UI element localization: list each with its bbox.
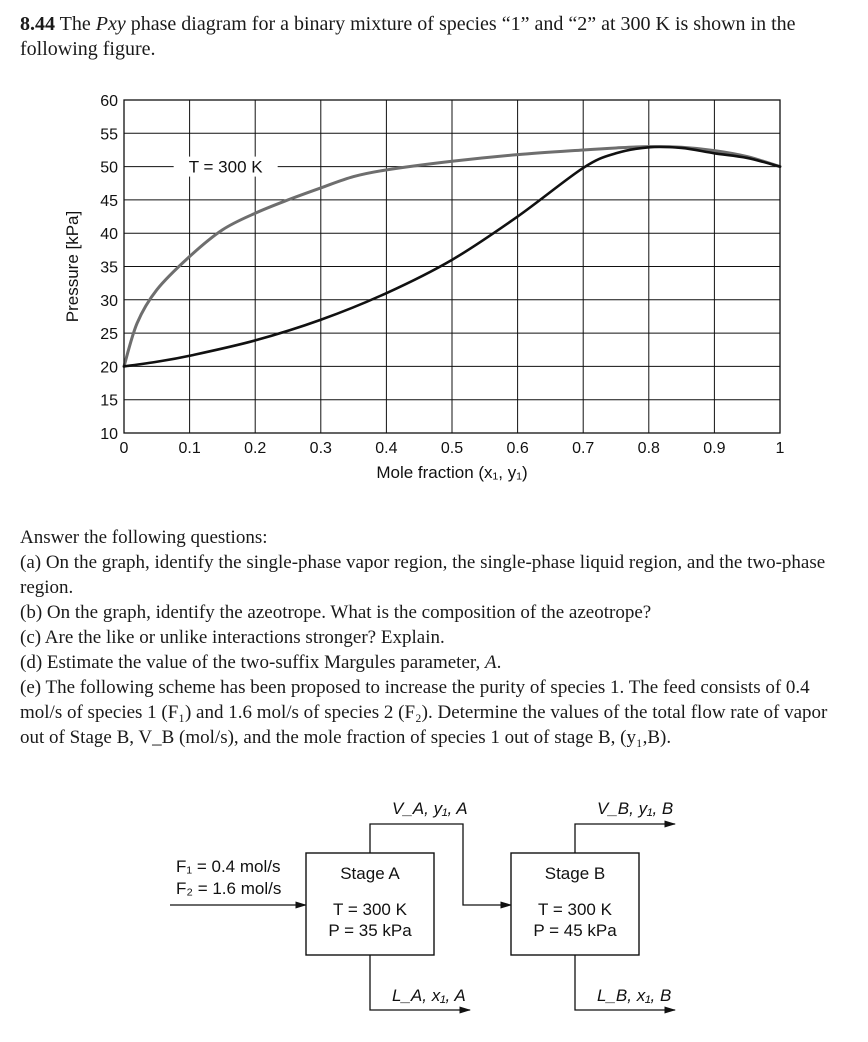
question-c: (c) Are the like or unlike interactions stronger? Explain. [20,627,445,648]
liquid-a-label: L_A, x₁, A [392,986,466,1005]
y-tick-label: 55 [100,126,118,144]
stage-a-temp: T = 300 K [333,900,407,919]
problem-statement [20,12,840,62]
pxy-phase-diagram [0,80,868,580]
vapor-a-label: V_A, y₁, A [392,799,468,818]
problem-text-end: phase diagram for a binary mixture of species “1” and “2” at 300 K is shown in the following figure. [20,13,796,60]
question-b: (b) On the graph, identify the azeotrope. What is the composition of the azeotrope? [20,602,652,623]
questions [20,525,840,750]
feed-f1-label: F₁ = 0.4 mol/s [176,857,281,876]
y-tick-label: 20 [100,359,118,377]
chart-grid [124,100,780,433]
x-tick-label: 1 [775,440,785,457]
vapor-b-stream [575,824,675,853]
stage-b-temp: T = 300 K [538,900,612,919]
x-tick-label: 0.5 [440,440,464,457]
liquid-b-label: L_B, x₁, B [597,986,672,1005]
x-tick-label: 0.3 [309,440,332,457]
stage-a-pressure: P = 35 kPa [328,921,412,940]
question-e: (e) The following scheme has been proposed to increase the purity of species 1. The feed consists of 0.4 mol/s of species 1 (F₁) and 1.6 mol/s of species 2 (F₂). Determine the values of the total flow rate of vapor out of Stage B, V_B (mol/s), and the mole fraction of species 1 out of stage B, (y₁,B). [20,677,828,748]
x-tick-label: 0.6 [506,440,529,457]
y-tick-label: 15 [100,392,118,410]
x-tick-label: 0.9 [703,440,726,457]
stage-a-title: Stage A [340,864,400,883]
question-d-end: . [496,652,502,673]
feed-f2-label: F₂ = 1.6 mol/s [176,879,282,898]
y-tick-label: 50 [100,159,118,177]
y-tick-label: 35 [100,259,118,277]
x-tick-label: 0 [119,440,129,457]
x-axis-label: Mole fraction (x₁, y₁) [376,463,528,482]
question-d [20,650,840,675]
x-tick-label: 0.4 [375,440,398,457]
problem-text-start: The [59,13,96,35]
y-tick-label: 40 [100,226,118,244]
question-a: (a) On the graph, identify the single-phase vapor region, the single-phase liquid region, and the two-phase region. [20,552,826,598]
problem-number: 8.44 [20,13,55,35]
vapor-b-label: V_B, y₁, B [597,799,674,818]
y-tick-label: 25 [100,326,118,344]
stage-b-title: Stage B [544,864,606,883]
y-tick-label: 60 [100,93,118,110]
stage-b-pressure: P = 45 kPa [533,921,617,940]
chart-annotation: T = 300 K [188,157,263,177]
x-tick-label: 0.8 [637,440,660,457]
y-tick-label: 30 [100,292,118,310]
problem-italic: Pxy [95,13,126,35]
question-d-var: A [484,652,497,673]
process-scheme [0,772,868,1042]
x-tick-label: 0.7 [572,440,595,457]
question-d-text: (d) Estimate the value of the two-suffix Margules parameter, [20,652,485,673]
x-tick-label: 0.1 [178,440,201,457]
y-tick-label: 45 [100,192,118,210]
y-axis-label: Pressure [kPa] [63,210,82,323]
questions-intro: Answer the following questions: [20,527,268,548]
x-tick-label: 0.2 [244,440,267,457]
y-tick-label: 10 [100,426,118,443]
